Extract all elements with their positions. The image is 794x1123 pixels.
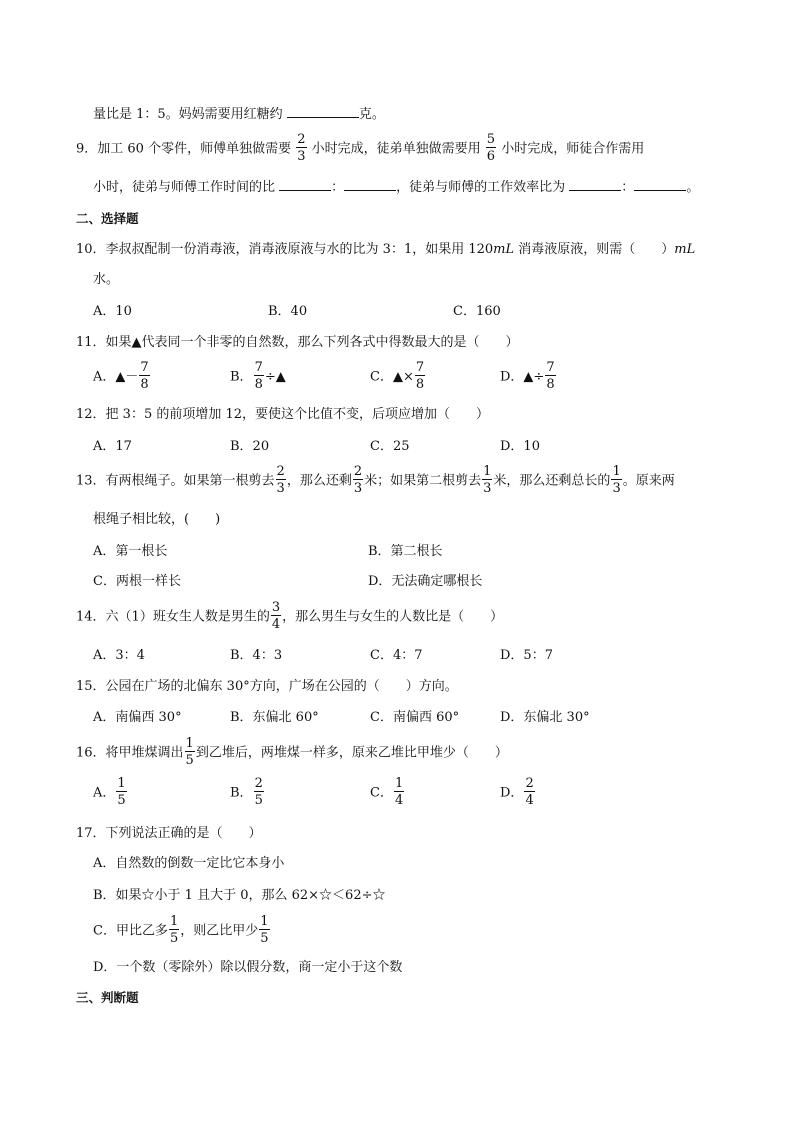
fraction-numerator: 1 [394, 776, 404, 791]
q14-text1: 14．六（1）班女生人数是男生的 [76, 609, 270, 625]
q16-option-c-label: C． [370, 785, 393, 801]
q9-colon-2: ： [621, 180, 635, 195]
fraction-numerator: 2 [276, 464, 285, 479]
q10-line2: 水。 [93, 272, 120, 287]
q16-question [76, 738, 508, 768]
q16-option-a[interactable] [93, 778, 128, 808]
fraction-numerator: 2 [254, 776, 263, 791]
q9-text-part1: 9．加工 60 个零件，师傅单独做需要 [76, 141, 292, 157]
q14-option-c[interactable]: C．4：7 [370, 648, 423, 663]
q11-fraction [545, 361, 555, 391]
q8-text: 量比是 1：5。妈妈需要用红糖约 [93, 107, 287, 122]
fraction-numerator: 7 [546, 360, 555, 375]
q9-colon-1: ： [331, 180, 345, 195]
q13-option-d[interactable]: D．无法确定哪根长 [368, 574, 483, 589]
fraction-denominator: 5 [254, 793, 263, 808]
q13-option-a[interactable]: A．第一根长 [93, 544, 168, 559]
fraction-denominator: 8 [415, 377, 425, 392]
fraction-denominator: 3 [276, 481, 285, 496]
q9-fraction-master [296, 133, 306, 163]
q16-option-c[interactable] [370, 778, 405, 808]
q15-option-b[interactable]: B．东偏北 60° [230, 710, 319, 725]
q13-line2: 根绳子相比较，( ) [93, 512, 221, 527]
fraction-denominator: 5 [260, 931, 269, 946]
q13-option-b[interactable]: B．第二根长 [368, 544, 443, 559]
q10-text1: 10．李叔叔配制一份消毒液，消毒液原液与水的比为 3：1，如果用 120 [76, 242, 494, 257]
q13-fraction-2 [353, 465, 363, 495]
section-heading-choice: 二、选择题 [76, 211, 139, 226]
fraction-numerator: 1 [260, 914, 269, 929]
q9-blank-1[interactable] [279, 178, 331, 191]
fraction-denominator: 5 [185, 753, 194, 768]
q11-option-b-suffix: ÷▲ [264, 369, 286, 385]
q10-option-c[interactable]: C．160 [453, 304, 501, 319]
fraction-denominator: 3 [353, 481, 363, 496]
q10-unit: mL [493, 242, 515, 257]
q9-blank-2[interactable] [344, 178, 396, 191]
q9-line1 [76, 134, 644, 164]
q17-option-c-text2: ，则乙比甲少 [180, 923, 259, 939]
q12-option-b[interactable]: B．20 [230, 439, 270, 454]
q16-text2: 到乙堆后，两堆煤一样多，原来乙堆比甲堆少（ ） [195, 745, 508, 761]
fraction-denominator: 5 [117, 793, 126, 808]
q10-option-a[interactable]: A．10 [93, 304, 132, 319]
q8-text-end: 克。 [358, 107, 385, 122]
q9-text-end: 。 [686, 180, 700, 195]
section-heading-judgement: 三、判断题 [76, 990, 139, 1005]
q14-option-b[interactable]: B．4：3 [230, 648, 283, 663]
fraction-numerator: 1 [483, 464, 492, 479]
q13-text3: 米；如果第二根剪去 [364, 473, 482, 489]
q10-option-b[interactable]: B．40 [268, 304, 308, 319]
fraction-numerator: 1 [612, 464, 621, 479]
q12-option-d[interactable]: D．10 [500, 439, 540, 454]
q9-line2 [93, 176, 699, 195]
q16-option-a-fraction [116, 777, 126, 807]
q8-answer-blank[interactable] [287, 105, 359, 118]
fraction-numerator: 3 [271, 600, 281, 615]
q13-text2: ，那么还剩 [286, 473, 352, 489]
fraction-denominator: 3 [483, 481, 492, 496]
q9-fraction-apprentice [486, 133, 496, 163]
fraction-denominator: 5 [169, 931, 179, 946]
q9-blank-3[interactable] [569, 178, 621, 191]
q16-text1: 16．将甲堆煤调出 [76, 745, 184, 761]
q8-continuation [93, 103, 385, 122]
q11-option-a-label: A．▲－ [93, 369, 139, 385]
q16-option-d-fraction [524, 777, 534, 807]
q13-fraction-4 [611, 465, 621, 495]
fraction-numerator: 7 [140, 360, 149, 375]
q11-fraction [139, 361, 149, 391]
q12-question: 12．把 3：5 的前项增加 12，要使这个比值不变，后项应增加（ ） [76, 407, 490, 422]
fraction-denominator: 4 [525, 793, 534, 808]
q16-option-b-fraction [254, 777, 264, 807]
fraction-numerator: 7 [415, 360, 425, 375]
q9-text-line2a: 小时，徒弟与师傅工作时间的比 [93, 180, 280, 195]
q11-option-b[interactable] [230, 362, 286, 392]
q14-option-a[interactable]: A．3：4 [93, 648, 145, 663]
q15-option-c[interactable]: C．南偏西 60° [370, 710, 460, 725]
fraction-numerator: 2 [353, 464, 363, 479]
q16-option-a-label: A． [93, 785, 116, 801]
q13-text4: 米，那么还剩总长的 [493, 473, 611, 489]
fraction-numerator: 2 [525, 776, 534, 791]
q15-question: 15．公园在广场的北偏东 30°方向，广场在公园的（ ）方向。 [76, 679, 458, 694]
q13-text5: 。原来两 [622, 473, 675, 489]
fraction-numerator: 2 [297, 132, 306, 147]
q14-fraction [271, 601, 281, 631]
q11-fraction [254, 361, 264, 391]
fraction-numerator: 1 [117, 776, 126, 791]
fraction-denominator: 8 [254, 377, 263, 392]
q11-option-b-label: B． [230, 369, 253, 385]
fraction-numerator: 1 [185, 736, 194, 751]
q11-option-a[interactable] [93, 362, 151, 392]
fraction-numerator: 1 [169, 914, 179, 929]
q17-option-b[interactable]: B．如果☆小于 1 且大于 0，那么 62×☆＜62÷☆ [93, 888, 386, 903]
q11-option-d[interactable] [500, 362, 557, 392]
q12-option-a[interactable]: A．17 [93, 439, 132, 454]
q14-text2: ，那么男生与女生的人数比是（ ） [282, 609, 504, 625]
q16-option-d[interactable] [500, 778, 536, 808]
q15-option-d[interactable]: D．东偏北 30° [500, 710, 590, 725]
fraction-denominator: 8 [546, 377, 555, 392]
q17-option-c-text1: C．甲比乙多 [93, 923, 168, 939]
q9-text-line2b: ，徒弟与师傅的工作效率比为 [396, 180, 570, 195]
q13-option-c[interactable]: C．两根一样长 [93, 574, 181, 589]
q16-option-d-label: D． [500, 785, 524, 801]
q17-option-c[interactable] [93, 916, 271, 946]
q16-option-c-fraction [394, 777, 404, 807]
q17-question: 17．下列说法正确的是（ ） [76, 826, 262, 841]
q17-option-a[interactable]: A．自然数的倒数一定比它本身小 [93, 856, 285, 871]
q11-option-d-label: D．▲÷ [500, 369, 545, 385]
q13-line1 [76, 466, 675, 496]
q12-option-c[interactable]: C．25 [370, 439, 410, 454]
q17-option-c-fraction-2 [259, 915, 269, 945]
q11-option-c-label: C．▲× [370, 369, 414, 385]
fraction-denominator: 4 [271, 617, 281, 632]
fraction-denominator: 3 [297, 149, 306, 164]
q9-blank-4[interactable] [634, 178, 686, 191]
q11-question: 11．如果▲代表同一个非零的自然数，那么下列各式中得数最大的是（ ） [76, 335, 519, 350]
q14-option-d[interactable]: D．5：7 [500, 648, 553, 663]
q10-line1 [76, 238, 695, 257]
q15-option-a[interactable]: A．南偏西 30° [93, 710, 182, 725]
q13-fraction-1 [276, 465, 286, 495]
q10-text2: 消毒液原液，则需（ ） [514, 242, 675, 257]
fraction-denominator: 6 [486, 149, 496, 164]
q10-unit2: mL [674, 242, 696, 257]
q11-option-c[interactable] [370, 362, 426, 392]
q16-option-b-label: B． [230, 785, 253, 801]
fraction-denominator: 8 [140, 377, 149, 392]
fraction-numerator: 7 [254, 360, 263, 375]
q9-text-part3: 小时完成，师徒合作需用 [501, 141, 645, 157]
fraction-numerator: 5 [486, 132, 496, 147]
q17-option-c-fraction-1 [169, 915, 179, 945]
q16-fraction [185, 737, 195, 767]
q13-text1: 13．有两根绳子。如果第一根剪去 [76, 473, 275, 489]
q17-option-d[interactable]: D．一个数（零除外）除以假分数，商一定小于这个数 [93, 960, 403, 975]
q16-option-b[interactable] [230, 778, 265, 808]
fraction-denominator: 4 [394, 793, 404, 808]
q14-question [76, 602, 503, 632]
q13-fraction-3 [482, 465, 492, 495]
q9-text-part2: 小时完成，徒弟单独做需要用 [311, 141, 481, 157]
fraction-denominator: 3 [612, 481, 621, 496]
q11-fraction [415, 361, 425, 391]
